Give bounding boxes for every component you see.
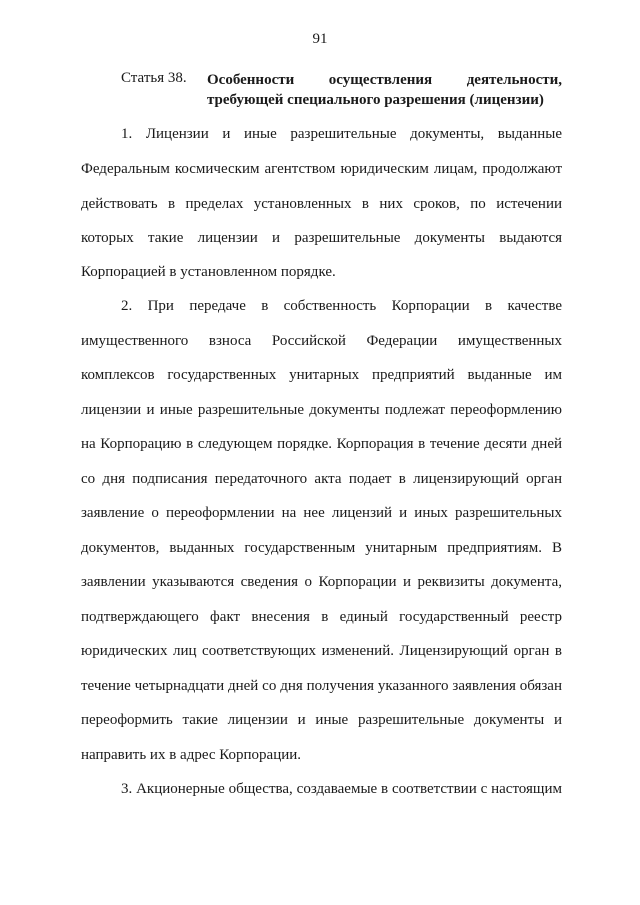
- text-line: на Корпорацию в следующем порядке. Корпорация в течение десяти дней: [81, 436, 562, 452]
- article-title-line-1: Особенности осуществления деятельности,: [207, 72, 562, 88]
- text-line: комплексов государственных унитарных предприятий выданные им: [81, 367, 562, 383]
- text-line: заявление о переоформлении на нее лицензий и иных разрешительных: [81, 505, 562, 521]
- text-line: Корпорацией в установленном порядке.: [81, 264, 336, 280]
- text-line: направить их в адрес Корпорации.: [81, 747, 302, 763]
- text-line: 1. Лицензии и иные разрешительные документы, выданные: [121, 126, 562, 142]
- article-title-line-2: требующей специального разрешения (лицензии): [207, 92, 544, 108]
- text-line: документов, выданных государственным унитарным предприятиям. В: [81, 540, 562, 556]
- page-number: 91: [312, 31, 328, 47]
- text-line: подтверждающего факт внесения в единый государственный реестр: [81, 609, 562, 625]
- text-line: 3. Акционерные общества, создаваемые в соответствии с настоящим: [121, 781, 562, 797]
- text-line: лицензии и иные разрешительные документы подлежат переоформлению: [81, 402, 562, 418]
- text-line: заявлении указываются сведения о Корпорации и реквизиты документа,: [81, 574, 562, 590]
- article-title: [207, 70, 562, 110]
- text-line: со дня подписания передаточного акта подает в лицензирующий орган: [81, 471, 562, 487]
- text-line: переоформить такие лицензии и иные разрешительные документы и: [81, 712, 562, 728]
- text-line: 2. При передаче в собственность Корпорации в качестве: [121, 298, 562, 314]
- text-line: юридических лиц соответствующих изменений. Лицензирующий орган в: [81, 643, 562, 659]
- text-line: течение четырнадцати дней со дня получения указанного заявления обязан: [81, 678, 562, 694]
- text-line: действовать в пределах установленных в них сроков, по истечении: [81, 196, 562, 212]
- text-line: имущественного взноса Российской Федерации имущественных: [81, 333, 562, 349]
- text-line: Федеральным космическим агентством юридическим лицам, продолжают: [81, 161, 562, 177]
- text-line: которых такие лицензии и разрешительные документы выдаются: [81, 230, 562, 246]
- article-label: Статья 38.: [121, 70, 187, 86]
